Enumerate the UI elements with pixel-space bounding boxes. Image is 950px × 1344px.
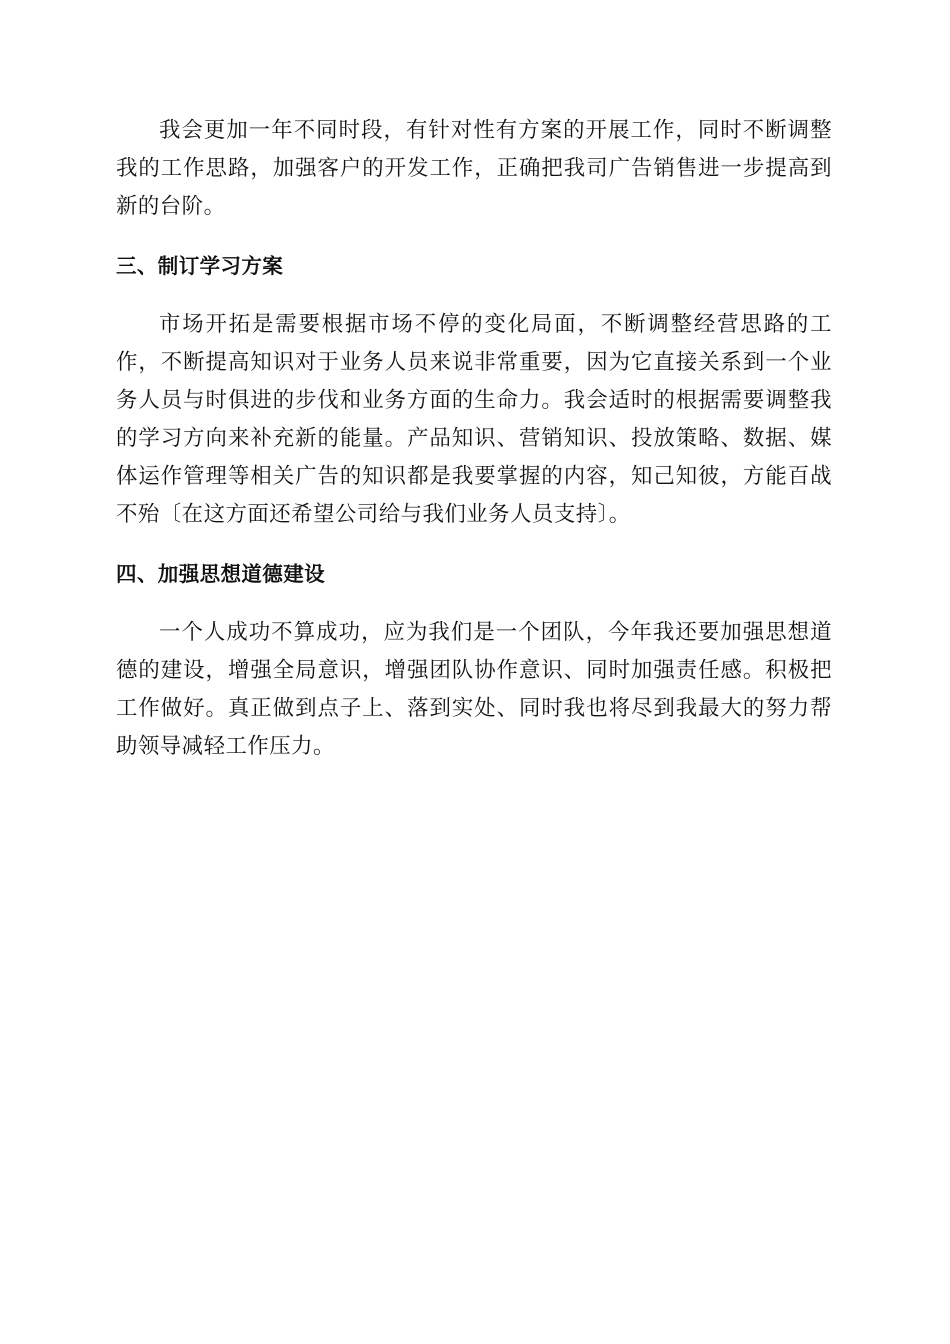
section-paragraph-study-plan: 市场开拓是需要根据市场不停的变化局面，不断调整经营思路的工作，不断提高知识对于业务人员来说非常重要，因为它直接关系到一个业务人员与时俱进的步伐和业务方面的生命力。我会适时的根据需要调整我的学习方向来补充新的能量。产品知识、营销知识、投放策略、数据、媒体运作管理等相关广告的知识都是我要掌握的内容，知己知彼，方能百战不殆〔在这方面还希望公司给与我们业务人员支持〕。 (116, 312, 832, 527)
section-heading-study-plan: 三、制订学习方案 (116, 254, 284, 278)
document-page (116, 112, 832, 791)
section-heading-ethics: 四、加强思想道德建设 (116, 562, 325, 586)
section-paragraph-ethics: 一个人成功不算成功，应为我们是一个团队，今年我还要加强思想道德的建设，增强全局意识，增强团队协作意识、同时加强责任感。积极把工作做好。真正做到点子上、落到实处、同时我也将尽到我最大的努力帮助领导减轻工作压力。 (116, 620, 832, 759)
intro-paragraph: 我会更加一年不同时段，有针对性有方案的开展工作，同时不断调整我的工作思路，加强客户的开发工作，正确把我司广告销售进一步提高到新的台阶。 (116, 118, 832, 219)
